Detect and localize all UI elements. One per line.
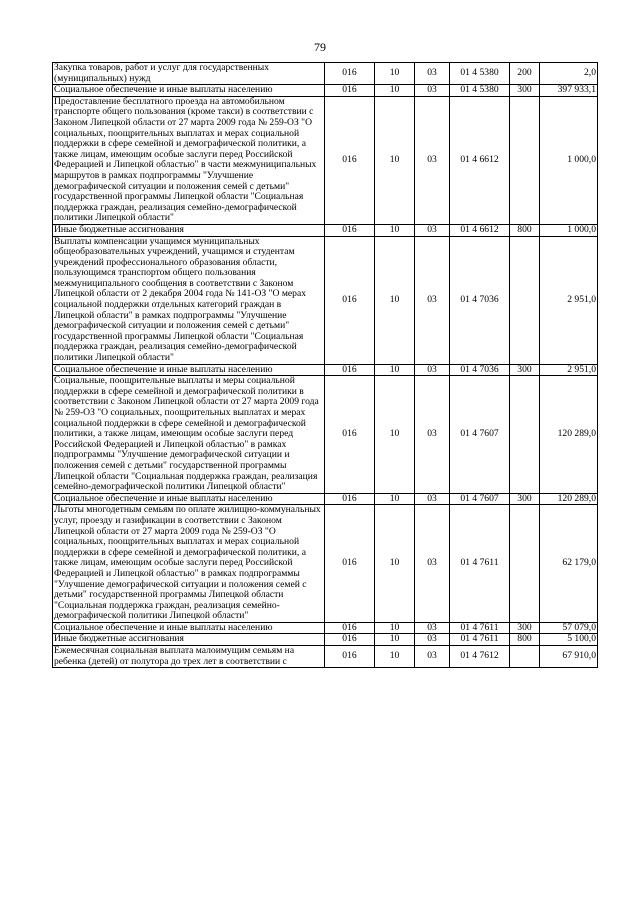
row-description: Социальное обеспечение и иные выплаты населению	[53, 85, 325, 97]
table-row	[53, 622, 598, 634]
section-code: 10	[375, 646, 415, 668]
row-description: Иные бюджетные ассигнования	[53, 634, 325, 646]
table-row	[53, 85, 598, 97]
expense-type-code: 800	[510, 634, 540, 646]
row-description: Закупка товаров, работ и услуг для государственных (муниципальных) нужд	[53, 63, 325, 85]
subsection-code: 03	[415, 493, 450, 505]
ministry-code: 016	[325, 634, 375, 646]
table-row	[53, 96, 598, 224]
expense-type-code	[510, 376, 540, 494]
ministry-code: 016	[325, 622, 375, 634]
ministry-code: 016	[325, 376, 375, 494]
section-code: 10	[375, 96, 415, 224]
section-code: 10	[375, 224, 415, 236]
section-code: 10	[375, 376, 415, 494]
section-code: 10	[375, 364, 415, 376]
section-code: 10	[375, 634, 415, 646]
target-article-code: 01 4 7611	[450, 634, 510, 646]
expense-type-code: 300	[510, 622, 540, 634]
subsection-code: 03	[415, 96, 450, 224]
row-description: Социальное обеспечение и иные выплаты населению	[53, 364, 325, 376]
row-description: Социальные, поощрительные выплаты и меры социальной поддержки в сфере семейной и демографической политики в соответствии с Законом Липецкой области от 27 марта 2009 года № 259-ОЗ "О социальных, поощрительных выплатах и мерах социальной поддержки в сфере семейной и демографической политики, а также лицам, имеющим особые заслуги перед Российской Федерацией и Липецкой областью" в рамках подпрограммы "Улучшение демографической ситуации и положения семей с детьми" государственной программы Липецкой области "Социальная поддержка граждан, реализация семейно-демографической политики Липецкой области"	[53, 376, 325, 494]
table-row	[53, 505, 598, 623]
ministry-code: 016	[325, 224, 375, 236]
expense-type-code	[510, 505, 540, 623]
ministry-code: 016	[325, 505, 375, 623]
amount: 67 910,0	[540, 646, 598, 668]
target-article-code: 01 4 7607	[450, 493, 510, 505]
target-article-code: 01 4 7611	[450, 622, 510, 634]
expense-type-code: 800	[510, 224, 540, 236]
amount: 2 951,0	[540, 364, 598, 376]
subsection-code: 03	[415, 63, 450, 85]
table-row	[53, 646, 598, 668]
target-article-code: 01 4 7036	[450, 236, 510, 364]
subsection-code: 03	[415, 646, 450, 668]
section-code: 10	[375, 622, 415, 634]
section-code: 10	[375, 85, 415, 97]
budget-table	[52, 62, 598, 668]
expense-type-code: 200	[510, 63, 540, 85]
table-row	[53, 224, 598, 236]
target-article-code: 01 4 5380	[450, 85, 510, 97]
amount: 1 000,0	[540, 224, 598, 236]
ministry-code: 016	[325, 96, 375, 224]
ministry-code: 016	[325, 236, 375, 364]
amount: 2,0	[540, 63, 598, 85]
expense-type-code: 300	[510, 364, 540, 376]
amount: 120 289,0	[540, 376, 598, 494]
expense-type-code	[510, 96, 540, 224]
ministry-code: 016	[325, 493, 375, 505]
section-code: 10	[375, 493, 415, 505]
table-row	[53, 63, 598, 85]
expense-type-code	[510, 646, 540, 668]
ministry-code: 016	[325, 646, 375, 668]
ministry-code: 016	[325, 364, 375, 376]
row-description: Социальное обеспечение и иные выплаты населению	[53, 622, 325, 634]
amount: 120 289,0	[540, 493, 598, 505]
amount: 2 951,0	[540, 236, 598, 364]
subsection-code: 03	[415, 85, 450, 97]
subsection-code: 03	[415, 376, 450, 494]
page-number: 79	[314, 40, 326, 54]
amount: 397 933,1	[540, 85, 598, 97]
expense-type-code: 300	[510, 85, 540, 97]
ministry-code: 016	[325, 63, 375, 85]
row-description: Предоставление бесплатного проезда на автомобильном транспорте общего пользования (кроме такси) в соответствии с Законом Липецкой области от 27 марта 2009 года № 259-ОЗ "О социальных, поощрительных выплатах и мерах социальной поддержки в сфере семейной и демографической политики, а также лицам, имеющим особые заслуги перед Российской Федерацией и Липецкой областью" в части межмуниципальных маршрутов в рамках подпрограммы "Улучшение демографической ситуации и положения семей с детьми" государственной программы Липецкой области "Социальная поддержка граждан, реализация семейно-демографической политики Липецкой области"	[53, 96, 325, 224]
row-description: Иные бюджетные ассигнования	[53, 224, 325, 236]
row-description: Выплаты компенсации учащимся муниципальных общеобразовательных учреждений, учащимся и студентам учреждений профессионального образования области, пользующимся транспортом общего пользования межмуниципального сообщения в соответствии с Законом Липецкой области от 2 декабря 2004 года № 141-ОЗ "О мерах социальной поддержки отдельных категорий граждан в Липецкой области" в рамках подпрограммы "Улучшение демографической ситуации и положения семей с детьми" государственной программы Липецкой области "Социальная поддержка граждан, реализация семейно-демографической политики Липецкой области"	[53, 236, 325, 364]
row-description: Социальное обеспечение и иные выплаты населению	[53, 493, 325, 505]
expense-type-code: 300	[510, 493, 540, 505]
table-row	[53, 364, 598, 376]
ministry-code: 016	[325, 85, 375, 97]
target-article-code: 01 4 6612	[450, 96, 510, 224]
section-code: 10	[375, 236, 415, 364]
section-code: 10	[375, 63, 415, 85]
amount: 57 079,0	[540, 622, 598, 634]
subsection-code: 03	[415, 364, 450, 376]
target-article-code: 01 4 5380	[450, 63, 510, 85]
table-row	[53, 376, 598, 494]
amount: 1 000,0	[540, 96, 598, 224]
expense-type-code	[510, 236, 540, 364]
subsection-code: 03	[415, 505, 450, 623]
budget-table-body	[53, 63, 598, 668]
table-row	[53, 493, 598, 505]
row-description: Льготы многодетным семьям по оплате жилищно-коммунальных услуг, проезду и газификации в соответствии с Законом Липецкой области от 27 марта 2009 года № 259-ОЗ "О социальных, поощрительных выплатах и мерах социальной поддержки в сфере семейной и демографической политики, а также лицам, имеющим особые заслуги перед Российской Федерацией и Липецкой областью" в рамках подпрограммы "Улучшение демографической ситуации и положения семей с детьми" государственной программы Липецкой области "Социальная поддержка граждан, реализация семейно-демографической политики Липецкой области"	[53, 505, 325, 623]
section-code: 10	[375, 505, 415, 623]
target-article-code: 01 4 7036	[450, 364, 510, 376]
amount: 62 179,0	[540, 505, 598, 623]
subsection-code: 03	[415, 622, 450, 634]
subsection-code: 03	[415, 224, 450, 236]
target-article-code: 01 4 7611	[450, 505, 510, 623]
target-article-code: 01 4 7612	[450, 646, 510, 668]
subsection-code: 03	[415, 236, 450, 364]
table-row	[53, 236, 598, 364]
amount: 5 100,0	[540, 634, 598, 646]
subsection-code: 03	[415, 634, 450, 646]
row-description: Ежемесячная социальная выплата малоимущим семьям на ребенка (детей) от полутора до трех лет в соответствии с	[53, 646, 325, 668]
table-row	[53, 634, 598, 646]
target-article-code: 01 4 6612	[450, 224, 510, 236]
target-article-code: 01 4 7607	[450, 376, 510, 494]
